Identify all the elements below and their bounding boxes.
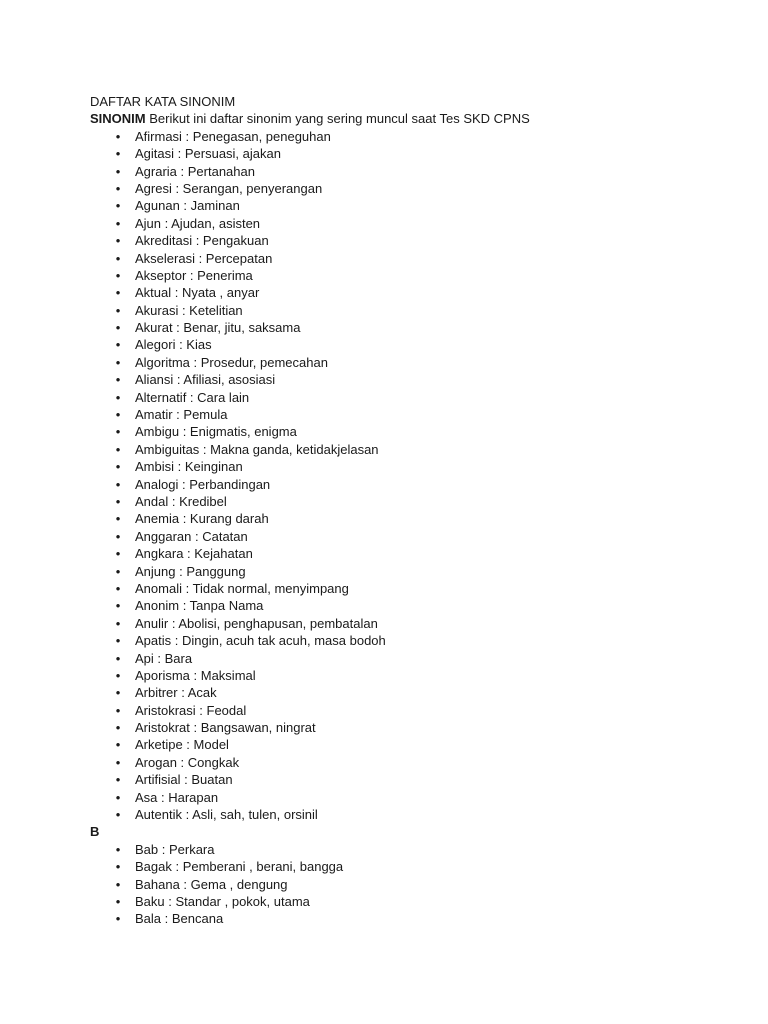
document-content — [90, 93, 710, 928]
bullet-icon: • — [115, 146, 121, 162]
list-item-text: Aktual : Nyata , anyar — [135, 285, 260, 301]
bullet-icon: • — [115, 372, 121, 388]
list-item-text: Anonim : Tanpa Nama — [135, 598, 264, 614]
list-item-text: Ambisi : Keinginan — [135, 459, 243, 475]
list-item — [90, 528, 710, 545]
list-item-text: Anemia : Kurang darah — [135, 511, 269, 527]
list-item-text: Aristokrat : Bangsawan, ningrat — [135, 720, 316, 736]
list-item-text: Agunan : Jaminan — [135, 198, 240, 214]
list-item — [90, 545, 710, 562]
bullet-icon: • — [115, 667, 121, 683]
list-item — [90, 163, 710, 180]
list-item — [90, 389, 710, 406]
list-item-text: Aporisma : Maksimal — [135, 667, 256, 683]
list-item — [90, 250, 710, 267]
list-item-text: Ambigu : Enigmatis, enigma — [135, 424, 297, 440]
list-item — [90, 267, 710, 284]
list-item — [90, 493, 710, 510]
bullet-icon: • — [115, 528, 121, 544]
list-item-text: Anulir : Abolisi, penghapusan, pembatalan — [135, 615, 378, 631]
intro-text: Berikut ini daftar sinonim yang sering muncul saat Tes SKD CPNS — [145, 111, 530, 127]
list-item-text: Anomali : Tidak normal, menyimpang — [135, 580, 349, 596]
list-item — [90, 232, 710, 249]
bullet-icon: • — [115, 285, 121, 301]
bullet-icon: • — [115, 198, 121, 214]
bullet-icon: • — [115, 911, 121, 927]
list-item-text: Baku : Standar , pokok, utama — [135, 893, 310, 909]
list-item-text: Analogi : Perbandingan — [135, 476, 271, 492]
list-item-text: Bala : Bencana — [135, 911, 224, 927]
bullet-icon: • — [115, 546, 121, 562]
list-item — [90, 667, 710, 684]
bullet-icon: • — [115, 893, 121, 909]
list-item-text: Akreditasi : Pengakuan — [135, 233, 269, 249]
bullet-icon: • — [115, 876, 121, 892]
list-item — [90, 145, 710, 162]
synonym-list-a — [90, 128, 710, 824]
list-item — [90, 632, 710, 649]
list-item — [90, 876, 710, 893]
list-item-text: Afirmasi : Penegasan, peneguhan — [135, 128, 331, 144]
list-item — [90, 319, 710, 336]
list-item — [90, 719, 710, 736]
bullet-icon: • — [115, 441, 121, 457]
intro-bold-label: SINONIM — [90, 111, 146, 127]
list-item — [90, 841, 710, 858]
list-item — [90, 771, 710, 788]
list-item-text: Akselerasi : Percepatan — [135, 250, 273, 266]
bullet-icon: • — [115, 737, 121, 753]
bullet-icon: • — [115, 685, 121, 701]
intro-line — [90, 110, 710, 127]
list-item — [90, 354, 710, 371]
list-item — [90, 284, 710, 301]
list-item-text: Alternatif : Cara lain — [135, 389, 250, 405]
list-item — [90, 336, 710, 353]
list-item-text: Arketipe : Model — [135, 737, 229, 753]
list-item — [90, 650, 710, 667]
list-item-text: Anggaran : Catatan — [135, 528, 248, 544]
bullet-icon: • — [115, 772, 121, 788]
list-item-text: Bab : Perkara — [135, 841, 215, 857]
bullet-icon: • — [115, 407, 121, 423]
list-item-text: Arogan : Congkak — [135, 754, 240, 770]
list-item — [90, 215, 710, 232]
bullet-icon: • — [115, 859, 121, 875]
list-item — [90, 806, 710, 823]
list-item — [90, 510, 710, 527]
list-item-text: Bahana : Gema , dengung — [135, 876, 288, 892]
list-item-text: Aristokrasi : Feodal — [135, 702, 247, 718]
bullet-icon: • — [115, 389, 121, 405]
list-item — [90, 910, 710, 927]
bullet-icon: • — [115, 702, 121, 718]
list-item-text: Asa : Harapan — [135, 789, 219, 805]
list-item — [90, 702, 710, 719]
bullet-icon: • — [115, 128, 121, 144]
bullet-icon: • — [115, 615, 121, 631]
list-item — [90, 684, 710, 701]
list-item — [90, 789, 710, 806]
bullet-icon: • — [115, 720, 121, 736]
list-item-text: Amatir : Pemula — [135, 407, 228, 423]
list-item-text: Ambiguitas : Makna ganda, ketidakjelasan — [135, 441, 379, 457]
bullet-icon: • — [115, 233, 121, 249]
bullet-icon: • — [115, 215, 121, 231]
list-item-text: Andal : Kredibel — [135, 493, 227, 509]
bullet-icon: • — [115, 267, 121, 283]
list-item — [90, 615, 710, 632]
bullet-icon: • — [115, 180, 121, 196]
bullet-icon: • — [115, 250, 121, 266]
list-item — [90, 597, 710, 614]
bullet-icon: • — [115, 493, 121, 509]
list-item — [90, 580, 710, 597]
bullet-icon: • — [115, 476, 121, 492]
bullet-icon: • — [115, 841, 121, 857]
list-item-text: Akseptor : Penerima — [135, 267, 253, 283]
bullet-icon: • — [115, 337, 121, 353]
list-item — [90, 406, 710, 423]
list-item-text: Agitasi : Persuasi, ajakan — [135, 146, 281, 162]
bullet-icon: • — [115, 163, 121, 179]
bullet-icon: • — [115, 302, 121, 318]
list-item-text: Bagak : Pemberani , berani, bangga — [135, 859, 344, 875]
bullet-icon: • — [115, 511, 121, 527]
list-item — [90, 371, 710, 388]
list-item-text: Api : Bara — [135, 650, 193, 666]
list-item-text: Agraria : Pertanahan — [135, 163, 255, 179]
list-item — [90, 736, 710, 753]
list-item — [90, 423, 710, 440]
list-item — [90, 754, 710, 771]
list-item-text: Akurat : Benar, jitu, saksama — [135, 320, 301, 336]
list-item — [90, 302, 710, 319]
list-item-text: Anjung : Panggung — [135, 563, 246, 579]
synonym-list-b — [90, 841, 710, 928]
bullet-icon: • — [115, 320, 121, 336]
bullet-icon: • — [115, 650, 121, 666]
bullet-icon: • — [115, 807, 121, 823]
list-item — [90, 476, 710, 493]
list-item — [90, 197, 710, 214]
list-item-text: Algoritma : Prosedur, pemecahan — [135, 354, 328, 370]
section-b-heading: B — [90, 824, 100, 840]
list-item-text: Apatis : Dingin, acuh tak acuh, masa bodoh — [135, 633, 386, 649]
list-item — [90, 563, 710, 580]
bullet-icon: • — [115, 563, 121, 579]
list-item-text: Arbitrer : Acak — [135, 685, 217, 701]
list-item — [90, 458, 710, 475]
document-title: DAFTAR KATA SINONIM — [90, 94, 236, 109]
list-item-text: Autentik : Asli, sah, tulen, orsinil — [135, 807, 318, 823]
bullet-icon: • — [115, 424, 121, 440]
bullet-icon: • — [115, 459, 121, 475]
bullet-icon: • — [115, 754, 121, 770]
list-item — [90, 441, 710, 458]
list-item-text: Alegori : Kias — [135, 337, 212, 353]
bullet-icon: • — [115, 580, 121, 596]
bullet-icon: • — [115, 598, 121, 614]
bullet-icon: • — [115, 354, 121, 370]
bullet-icon: • — [115, 789, 121, 805]
list-item-text: Agresi : Serangan, penyerangan — [135, 180, 323, 196]
list-item-text: Aliansi : Afiliasi, asosiasi — [135, 372, 276, 388]
list-item — [90, 128, 710, 145]
list-item — [90, 180, 710, 197]
list-item-text: Akurasi : Ketelitian — [135, 302, 243, 318]
list-item-text: Ajun : Ajudan, asisten — [135, 215, 261, 231]
list-item — [90, 893, 710, 910]
list-item-text: Angkara : Kejahatan — [135, 546, 253, 562]
list-item — [90, 858, 710, 875]
bullet-icon: • — [115, 633, 121, 649]
list-item-text: Artifisial : Buatan — [135, 772, 233, 788]
